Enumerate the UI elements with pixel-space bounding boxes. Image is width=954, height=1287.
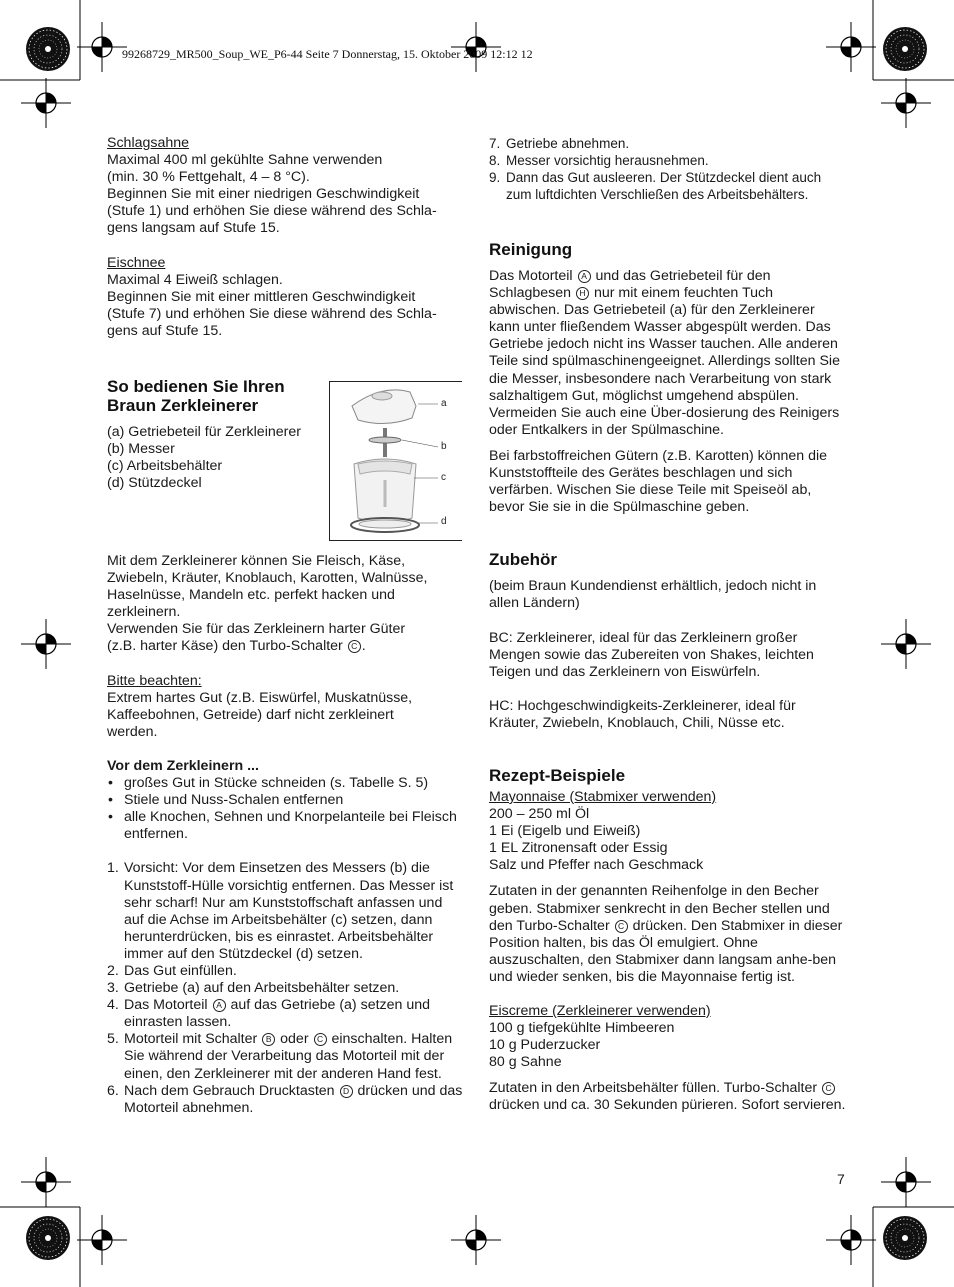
circle-a-icon: A [578, 270, 591, 283]
ingredient: 1 EL Zitronensaft oder Essig [489, 840, 668, 857]
list-item [489, 135, 847, 152]
step-text: Getriebe abnehmen. [506, 136, 630, 151]
text-line: zerkleinern. [107, 604, 181, 621]
reinigung-paragraph-2: Bei farbstoffreichen Gütern (z.B. Karotten) können die Kunststoffteile des Gerätes beschlagen und sich verfärben. Wischen Sie diese Teile mit Speiseöl ab, bevor Sie sie in die Spülmaschine geben. [489, 447, 828, 516]
crosshair-icon [826, 1215, 876, 1265]
crosshair-icon [451, 1215, 501, 1265]
list-item: • großes Gut in Stücke schneiden (s. Tabelle S. 5) [107, 775, 463, 792]
heading-line: So bedienen Sie Ihren [107, 377, 285, 396]
page-number: 7 [837, 1171, 845, 1187]
text-line: Zwiebeln, Kräuter, Knoblauch, Karotten, Walnüsse, [107, 570, 428, 587]
text-line: Haselnüsse, Mandeln etc. perfekt hacken und [107, 587, 395, 604]
eis-title: Eiscreme (Zerkleinerer verwenden) [489, 1003, 711, 1019]
text-line: Maximal 400 ml gekühlte Sahne verwenden [107, 152, 383, 169]
circle-c-icon: C [615, 920, 628, 933]
circle-c-icon: C [314, 1033, 327, 1046]
text-span: nur mit einem feuchten Tuch abwischen. Das Getriebeteil (a) für den Zerkleinerer kann unter fließendem Wasser abgespült werden. Das Getriebe jedoch nicht ins Wasser tauchen. Alle anderen Teile sind spülmaschinengeeignet. Allerdings sollten Sie die Messer, insbesondere nach Verarbeitung von stark salzhaltigem Gut, möglichst umgehend abspülen. Vermeiden Sie auch eine Über-dosierung des Reinigers oder Entkalkers in der Spülmaschine. [489, 285, 840, 438]
part-item: (c) Arbeitsbehälter [107, 458, 223, 475]
crosshair-icon [21, 1157, 71, 1207]
circle-d-icon: D [340, 1085, 353, 1098]
text-line: (Stufe 7) und erhöhen Sie diese während des Schla- [107, 305, 437, 322]
step-text: oder [280, 1031, 309, 1048]
chopper-figure [329, 381, 462, 541]
eis-instructions [489, 1080, 847, 1114]
text-line: Mit dem Zerkleinerer können Sie Fleisch, Käse, [107, 553, 406, 569]
circle-a-icon: A [213, 999, 226, 1012]
circle-h-icon: H [576, 287, 589, 300]
parts-list [107, 424, 327, 492]
list-item: 2. Das Gut einfüllen. [107, 962, 237, 979]
step-number: 7. [489, 136, 501, 151]
figure-label-d: d [441, 516, 447, 527]
figure-label-b: b [441, 441, 447, 452]
text-line: Verwenden Sie für das Zerkleinern harter Güter [107, 621, 406, 638]
text-span: Zutaten in der genannten Reihenfolge in den Becher geben. Stabmixer senkrecht in den Becher stellen und den Turbo-Schalter [489, 883, 830, 934]
part-item: (d) Stützdeckel [107, 475, 202, 492]
crosshair-icon [77, 22, 127, 72]
section-heading-bedienen [107, 377, 327, 415]
reinigung-heading: Reinigung [489, 240, 573, 259]
list-item: 6. Nach dem Gebrauch Drucktasten D drücken und das Motorteil abnehmen. [107, 1082, 463, 1116]
crosshair-icon [881, 1157, 931, 1207]
crosshair-icon [21, 619, 71, 669]
text-line: Maximal 4 Eiweiß schlagen. [107, 271, 283, 288]
rezept-heading: Rezept-Beispiele [489, 765, 626, 785]
circle-c-icon: C [822, 1082, 835, 1095]
registration-star-icon [883, 1216, 927, 1260]
vor-title: Vor dem Zerkleinern ... [107, 757, 259, 774]
figure-label-a: a [441, 398, 447, 409]
list-item [489, 169, 847, 203]
part-item: (b) Messer [107, 441, 175, 458]
bitte-title: Bitte beachten: [107, 672, 202, 689]
ingredient: 100 g tiefgekühlte Himbeeren [489, 1020, 675, 1037]
step-number: 9. [489, 170, 501, 185]
zubehoer-hc: HC: Hochgeschwindigkeits-Zerkleinerer, ideal für Kräuter, Zwiebeln, Knoblauch, Chili, Nüsse etc. [489, 697, 796, 731]
registration-star-icon [26, 1216, 70, 1260]
list-item: 5. Motorteil mit Schalter B oder C einschalten. Halten Sie während der Verarbeitung das Motorteil mit der einen, den Zerkleinerer mit der anderen Hand fest. [107, 1031, 453, 1082]
crosshair-icon [77, 1215, 127, 1265]
registration-star-icon [883, 27, 927, 71]
step-number: 8. [489, 153, 501, 168]
text-line: gens auf Stufe 15. [107, 322, 223, 339]
eischnee-title: Eischnee [107, 254, 166, 271]
step-text: einschalten. Halten Sie während der Verarbeitung das Motorteil mit der einen, den Zerkleinerer mit der anderen Hand fest. [124, 1031, 453, 1082]
part-item: (a) Getriebeteil für Zerkleinerer [107, 424, 301, 440]
circle-c-icon: C [348, 640, 361, 653]
heading-line: Braun Zerkleinerer [107, 396, 259, 415]
text-line: (Stufe 1) und erhöhen Sie diese während des Schla- [107, 203, 437, 220]
steps-list-continued [489, 135, 847, 203]
ingredient: 1 Ei (Eigelb und Eiweiß) [489, 823, 641, 840]
print-header: 99268729_MR500_Soup_WE_P6-44 Seite 7 Donnerstag, 15. Oktober 2009 12:12 12 [122, 47, 533, 61]
step-text: auf das Getriebe (a) setzen und einrasten lassen. [124, 997, 431, 1031]
reinigung-paragraph [489, 268, 847, 439]
step-text: Getriebe (a) auf den Arbeitsbehälter setzen. [124, 980, 400, 997]
list-item: 3. Getriebe (a) auf den Arbeitsbehälter setzen. [107, 980, 400, 997]
ingredient: Salz und Pfeffer nach Geschmack [489, 857, 704, 874]
list-item: 1. Vorsicht: Vor dem Einsetzen des Messers (b) die Kunststoff-Hülle vorsichtig entfernen. Das Messer ist sehr scharf! Nur am Kunststoffschaft anfassen und auf die Achse im Arbeitsbehälter (c) setzen, dann herunterdrücken, bis es einrastet. Arbeitsbehälter immer auf den Stützdeckel (d) setzen. [107, 860, 454, 962]
text-line: Beginnen Sie mit einer mittleren Geschwindigkeit [107, 288, 416, 305]
step-text: Das Motorteil [124, 997, 208, 1014]
step-text: Vorsicht: Vor dem Einsetzen des Messers (b) die Kunststoff-Hülle vorsichtig entfernen. Das Messer ist sehr scharf! Nur am Kunststoffschaft anfassen und auf die Achse im Arbeitsbehälter (c) setzen, dann herunterdrücken, bis es einrastet. Arbeitsbehälter immer auf den Stützdeckel (d) setzen. [124, 860, 454, 962]
text-span: (z.B. harter Käse) den Turbo-Schalter [107, 638, 343, 655]
ingredient: 80 g Sahne [489, 1054, 562, 1071]
text-line: gens langsam auf Stufe 15. [107, 220, 280, 237]
schlagsahne-title: Schlagsahne [107, 135, 190, 151]
crosshair-icon [21, 78, 71, 128]
zubehoer-heading: Zubehör [489, 550, 557, 570]
text-line: (min. 30 % Fettgehalt, 4 – 8 °C). [107, 169, 310, 186]
text-span: Das Motorteil [489, 268, 573, 284]
text-line: werden. [107, 723, 158, 740]
text-line: Beginnen Sie mit einer niedrigen Geschwindigkeit [107, 186, 420, 203]
zubehoer-note: (beim Braun Kundendienst erhältlich, jedoch nicht in allen Ländern) [489, 578, 817, 612]
step-text: Dann das Gut ausleeren. Der Stützdeckel dient auch zum luftdichten Verschließen des Arbeitsbehälters. [506, 170, 822, 202]
text-line: Extrem hartes Gut (z.B. Eiswürfel, Muskatnüsse, [107, 689, 413, 706]
text-span: drücken und ca. 30 Sekunden pürieren. Sofort servieren. [489, 1097, 846, 1114]
step-text: Motorteil mit Schalter [124, 1031, 258, 1048]
step-text: Nach dem Gebrauch Drucktasten [124, 1082, 335, 1099]
right-column [489, 135, 847, 1115]
left-column-lower [107, 553, 463, 1117]
crosshair-icon [881, 619, 931, 669]
left-column [107, 135, 467, 340]
mayo-instructions [489, 883, 847, 986]
crosshair-icon [881, 78, 931, 128]
steps-list [107, 860, 463, 1116]
text-line: (z.B. harter Käse) den Turbo-Schalter C . [107, 638, 366, 655]
crosshair-icon [826, 22, 876, 72]
text-line: Kaffeebohnen, Getreide) darf nicht zerkleinert [107, 706, 394, 723]
circle-b-icon: B [262, 1033, 275, 1046]
ingredient: 10 g Puderzucker [489, 1037, 601, 1054]
text-span: drücken. Den Stabmixer in dieser Position halten, bis das Öl emulgiert. Ohne auszuschalten, den Stabmixer dann langsam anhe-ben und wieder senken, bis die Mayonnaise fertig ist. [489, 917, 843, 985]
step-text: Messer vorsichtig herausnehmen. [506, 153, 709, 168]
text-span: und das Getriebeteil für den Schlagbesen [489, 268, 771, 302]
figure-label-c: c [441, 472, 446, 483]
text-span: Zutaten in den Arbeitsbehälter füllen. Turbo-Schalter [489, 1080, 818, 1097]
ingredient: 200 – 250 ml Öl [489, 806, 590, 823]
zubehoer-bc: BC: Zerkleinerer, ideal für das Zerkleinern großer Mengen sowie das Zubereiten von Shakes, leichten Teigen und das Zerkleinern von Eiswürfeln. [489, 629, 814, 680]
step-text: drücken und das Motorteil abnehmen. [124, 1082, 463, 1116]
list-item: 4. Das Motorteil A auf das Getriebe (a) setzen und einrasten lassen. [107, 997, 431, 1031]
registration-star-icon [26, 27, 70, 71]
step-text: Das Gut einfüllen. [124, 962, 237, 979]
list-item: • Stiele und Nuss-Schalen entfernen [107, 792, 463, 809]
list-item: • alle Knochen, Sehnen und Knorpelanteile bei Fleisch entfernen. [107, 809, 463, 843]
mayo-title: Mayonnaise (Stabmixer verwenden) [489, 788, 717, 805]
bullet-list [107, 775, 463, 843]
list-item [489, 152, 847, 169]
